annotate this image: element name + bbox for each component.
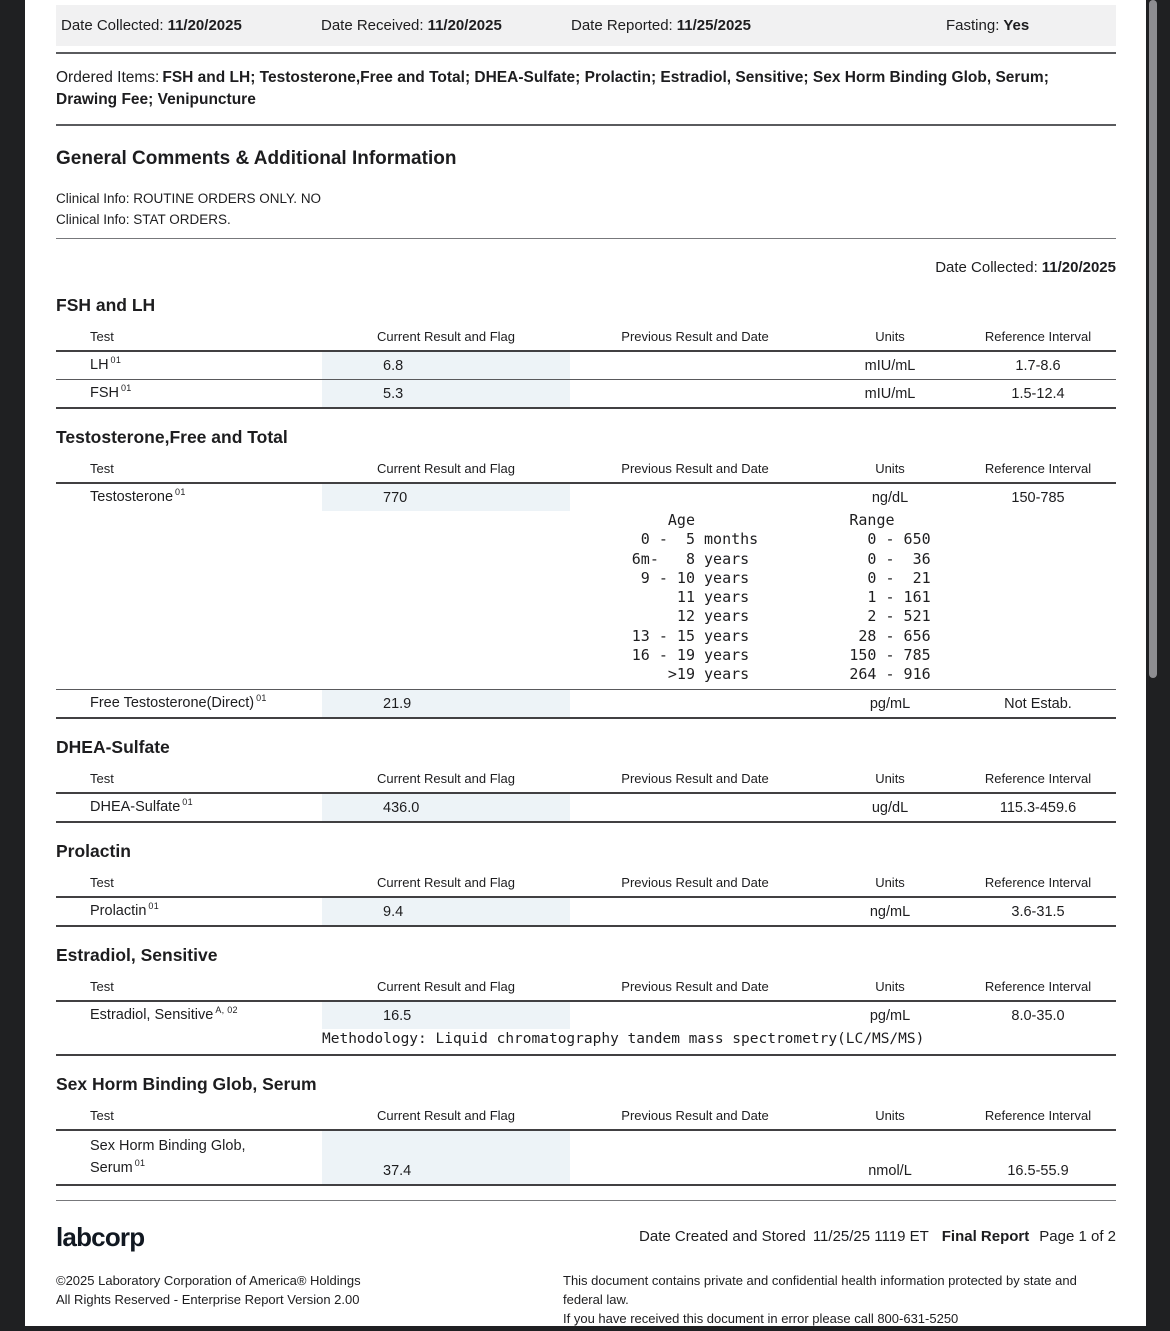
final-report-badge: Final Report (941, 1228, 1030, 1246)
col-header-reference: Reference Interval (984, 874, 1092, 890)
range-cell: 264 - 916 (849, 665, 931, 684)
copyright-line: All Rights Reserved - Enterprise Report Version 2.00 (56, 1291, 360, 1307)
age-row-spacer (56, 511, 570, 530)
result-value: 9.4 (383, 903, 404, 920)
date-reported-label: Date Reported: (571, 17, 673, 34)
fasting-label: Fasting: (946, 17, 1000, 34)
units-cell: ug/dL (871, 799, 909, 816)
result-cell (322, 1131, 570, 1184)
range-cell: 0 - 21 (849, 568, 931, 587)
result-cell (322, 898, 570, 925)
created-stored-value: 11/25/25 1119 ET (812, 1228, 929, 1246)
copyright-block (56, 1271, 563, 1326)
age-row-spacer (56, 646, 570, 665)
age-row-spacer (56, 627, 570, 646)
reference-cell: Not Estab. (1004, 695, 1072, 712)
col-header-reference: Reference Interval (984, 461, 1092, 476)
result-row-block (56, 690, 1116, 719)
result-cell (322, 690, 570, 717)
result-row (56, 898, 1116, 925)
reference-cell: 16.5-55.9 (1007, 1162, 1069, 1179)
date-collected-line-label: Date Collected: (935, 259, 1038, 276)
col-header-units: Units (875, 978, 905, 994)
test-footnote: 01 (121, 383, 132, 393)
age-row-spacer (56, 569, 570, 588)
test-name: Testosterone $^{01}$ (90, 487, 186, 505)
col-header-test: Test (90, 461, 114, 476)
result-row (56, 380, 1116, 407)
result-value: 6.8 (383, 358, 404, 374)
footer-legal (56, 1271, 1116, 1326)
divider (56, 52, 1116, 54)
units-cell: pg/mL (869, 695, 911, 712)
result-value: 21.9 (383, 695, 412, 712)
test-name (56, 1131, 322, 1184)
units-cell: mIU/mL (864, 386, 916, 402)
result-value: 5.3 (383, 386, 404, 402)
general-comments-title: General Comments & Additional Information (56, 148, 457, 169)
range-cell: 1 - 161 (849, 588, 931, 607)
result-row-block (56, 380, 1116, 409)
test-footnote: A, 02 (215, 1004, 238, 1015)
age-cell: 9 - 10 years (631, 568, 759, 587)
divider (56, 124, 1116, 126)
col-header-previous-result: Previous Result and Date (621, 874, 769, 890)
ordered-items-label: Ordered Items: (56, 69, 160, 86)
col-header-previous-result: Previous Result and Date (621, 978, 769, 994)
divider (56, 238, 1116, 239)
section-title: Sex Horm Binding Glob, Serum (56, 1073, 317, 1094)
col-header-test: Test (90, 978, 114, 994)
result-value: 436.0 (383, 799, 420, 816)
age-range-row (56, 665, 1116, 684)
col-header-current-result: Current Result and Flag (376, 978, 515, 994)
col-header-previous-result: Previous Result and Date (621, 770, 769, 786)
lab-section (56, 426, 1116, 719)
confidentiality-line: If you have received this document in error please call 800-631-5250 (563, 1310, 959, 1326)
col-header-reference: Reference Interval (984, 1107, 1092, 1123)
range-cell: 2 - 521 (849, 607, 931, 626)
col-header-units: Units (875, 770, 905, 786)
age-row-spacer (56, 530, 570, 549)
date-received-field (321, 17, 571, 34)
test-footnote: 01 (175, 487, 186, 497)
age-range-row (56, 607, 1116, 626)
date-collected-line-value: 11/20/2025 (1041, 259, 1116, 276)
test-name: LH $^{01}$ (90, 355, 122, 373)
lab-section (56, 840, 1116, 927)
col-header-current-result: Current Result and Flag (376, 1107, 515, 1123)
range-cell: 28 - 656 (849, 626, 931, 645)
section-title: DHEA-Sulfate (56, 736, 170, 757)
age-range-row (56, 569, 1116, 588)
age-cell: 0 - 5 months (631, 530, 759, 549)
clinical-info (56, 188, 1116, 230)
range-cell: 150 - 785 (849, 646, 931, 665)
age-row-spacer (56, 588, 570, 607)
reference-cell: 3.6-31.5 (1011, 903, 1065, 920)
result-row (56, 1002, 1116, 1029)
result-cell (322, 1002, 570, 1029)
col-header-current-result: Current Result and Flag (376, 770, 515, 786)
units-cell: pg/mL (869, 1007, 911, 1024)
methodology-note: Methodology: Liquid chromatography tandem mass spectrometry(LC/MS/MS) (322, 1030, 925, 1047)
col-header-previous-result: Previous Result and Date (621, 329, 769, 344)
col-header-units: Units (875, 1107, 905, 1123)
result-value: 37.4 (383, 1162, 412, 1179)
table-header-row (56, 771, 1116, 794)
col-header-units: Units (875, 874, 905, 890)
col-header-previous-result: Previous Result and Date (621, 1107, 769, 1123)
reference-cell: 115.3-459.6 (999, 799, 1077, 816)
confidentiality-line: This document contains private and confidential health information protected by state and federal law. (563, 1272, 1077, 1307)
test-footnote: 01 (148, 900, 160, 911)
date-collected-label: Date Collected: (61, 17, 164, 34)
test-name: Prolactin $^{01}$ (90, 900, 160, 919)
report-meta (639, 1228, 1116, 1245)
col-header-reference: Reference Interval (984, 770, 1092, 786)
test-footnote: 01 (256, 692, 267, 703)
range-cell: 0 - 650 (849, 530, 931, 549)
result-value: 770 (383, 490, 408, 506)
age-cell: >19 years (631, 665, 759, 684)
copyright-line: ©2025 Laboratory Corporation of America® Holdings (56, 1272, 361, 1288)
age-cell: 6m- 8 years (631, 549, 759, 568)
col-header-units: Units (875, 461, 905, 476)
col-header-test: Test (90, 329, 114, 344)
lab-section (56, 944, 1116, 1056)
result-cell (322, 484, 570, 511)
result-row (56, 352, 1116, 379)
date-collected-field (56, 17, 321, 34)
clinical-info-line: Clinical Info: STAT ORDERS. (56, 212, 231, 227)
col-header-reference: Reference Interval (984, 978, 1092, 994)
col-header-reference: Reference Interval (984, 329, 1092, 344)
date-reported-field (571, 17, 946, 34)
result-row (56, 690, 1116, 717)
result-row-block (56, 794, 1116, 823)
lab-section (56, 736, 1116, 823)
age-cell: 11 years (631, 588, 759, 607)
col-header-current-result: Current Result and Flag (376, 461, 515, 476)
range-cell: 0 - 36 (849, 549, 931, 568)
table-header-row (56, 329, 1116, 352)
col-header-test: Test (90, 770, 114, 786)
age-range-row (56, 530, 1116, 549)
age-row-spacer (56, 550, 570, 569)
units-cell: nmol/L (868, 1162, 912, 1179)
result-row-block (56, 1002, 1116, 1056)
test-name: DHEA-Sulfate $^{01}$ (90, 796, 193, 815)
col-header-current-result: Current Result and Flag (376, 874, 515, 890)
age-range-row (56, 588, 1116, 607)
result-value: 16.5 (383, 1007, 412, 1024)
ordered-items-value: FSH and LH; Testosterone,Free and Total; DHEA-Sulfate; Prolactin; Estradiol, Sensitive; Sex Horm Binding Glob, Serum; Drawing Fee; Venipuncture (56, 69, 1049, 108)
table-header-row (56, 1108, 1116, 1131)
units-cell: ng/dL (871, 490, 909, 506)
age-cell: Age (631, 511, 759, 529)
test-name: Estradiol, Sensitive $^{A, 02}$ (90, 1004, 238, 1023)
report-page (25, 0, 1146, 1326)
age-cell: 12 years (631, 607, 759, 626)
age-range-row (56, 550, 1116, 569)
report-content (25, 5, 1146, 1326)
table-header-row (56, 979, 1116, 1002)
labcorp-logo: labcorp (56, 1221, 145, 1252)
clinical-info-line: Clinical Info: ROUTINE ORDERS ONLY. NO (56, 191, 322, 206)
test-name-line: Sex Horm Binding Glob, (90, 1137, 246, 1154)
result-cell (322, 794, 570, 821)
date-collected-line (56, 258, 1116, 277)
test-name: Free Testosterone(Direct) $^{01}$ (90, 692, 267, 711)
results-sections (56, 294, 1116, 1186)
test-footnote: 01 (182, 796, 193, 807)
test-footnote: 01 (134, 1157, 146, 1168)
table-header-row (56, 875, 1116, 898)
result-row (56, 1131, 1116, 1184)
section-title: FSH and LH (56, 295, 156, 315)
footer-top (56, 1223, 1116, 1251)
units-cell: mIU/mL (864, 358, 916, 374)
reference-cell: 1.7-8.6 (1015, 358, 1061, 374)
age-cell: 16 - 19 years (631, 646, 759, 665)
test-footnote: 01 (110, 355, 122, 365)
units-cell: ng/mL (869, 903, 911, 920)
section-title: Testosterone,Free and Total (56, 427, 288, 447)
reference-cell: 1.5-12.4 (1011, 386, 1065, 402)
report-header-bar (56, 5, 1116, 46)
range-cell: Range (849, 511, 931, 529)
table-header-row (56, 461, 1116, 484)
reference-cell: 8.0-35.0 (1011, 1007, 1065, 1024)
date-received-value: 11/20/2025 (427, 17, 502, 34)
result-row-block (56, 352, 1116, 380)
col-header-test: Test (90, 1107, 114, 1123)
ordered-items (56, 67, 1086, 111)
date-reported-value: 11/25/2025 (676, 17, 751, 34)
fasting-value: Yes (1003, 17, 1030, 34)
page-number: Page 1 of 2 (1039, 1228, 1116, 1246)
section-title: Estradiol, Sensitive (56, 944, 218, 965)
age-range-header-row (56, 511, 1116, 530)
section-title: Prolactin (56, 840, 131, 861)
result-row (56, 794, 1116, 821)
divider (56, 1200, 1116, 1201)
fasting-field (946, 17, 1116, 34)
col-header-test: Test (90, 874, 114, 890)
age-range-table (56, 511, 1116, 689)
lab-section (56, 294, 1116, 409)
result-row-block (56, 898, 1116, 927)
result-cell (322, 352, 570, 379)
date-received-label: Date Received: (321, 17, 424, 34)
age-cell: 13 - 15 years (631, 626, 759, 645)
lab-section (56, 1073, 1116, 1186)
col-header-units: Units (875, 329, 905, 344)
result-row-block (56, 1131, 1116, 1186)
test-name-line: Serum $^{01}$ (90, 1157, 146, 1176)
age-range-row (56, 627, 1116, 646)
created-stored-label: Date Created and Stored (639, 1228, 806, 1246)
col-header-current-result: Current Result and Flag (376, 329, 515, 344)
age-row-spacer (56, 665, 570, 684)
result-row (56, 484, 1116, 511)
date-collected-value: 11/20/2025 (167, 17, 242, 34)
result-row-block (56, 484, 1116, 690)
scrollbar-thumb[interactable] (1149, 0, 1157, 678)
confidentiality-block (563, 1271, 1116, 1326)
result-cell (322, 380, 570, 407)
age-row-spacer (56, 607, 570, 626)
age-range-row (56, 646, 1116, 665)
test-name: FSH $^{01}$ (90, 383, 132, 401)
reference-cell: 150-785 (1011, 490, 1065, 506)
col-header-previous-result: Previous Result and Date (621, 461, 769, 476)
